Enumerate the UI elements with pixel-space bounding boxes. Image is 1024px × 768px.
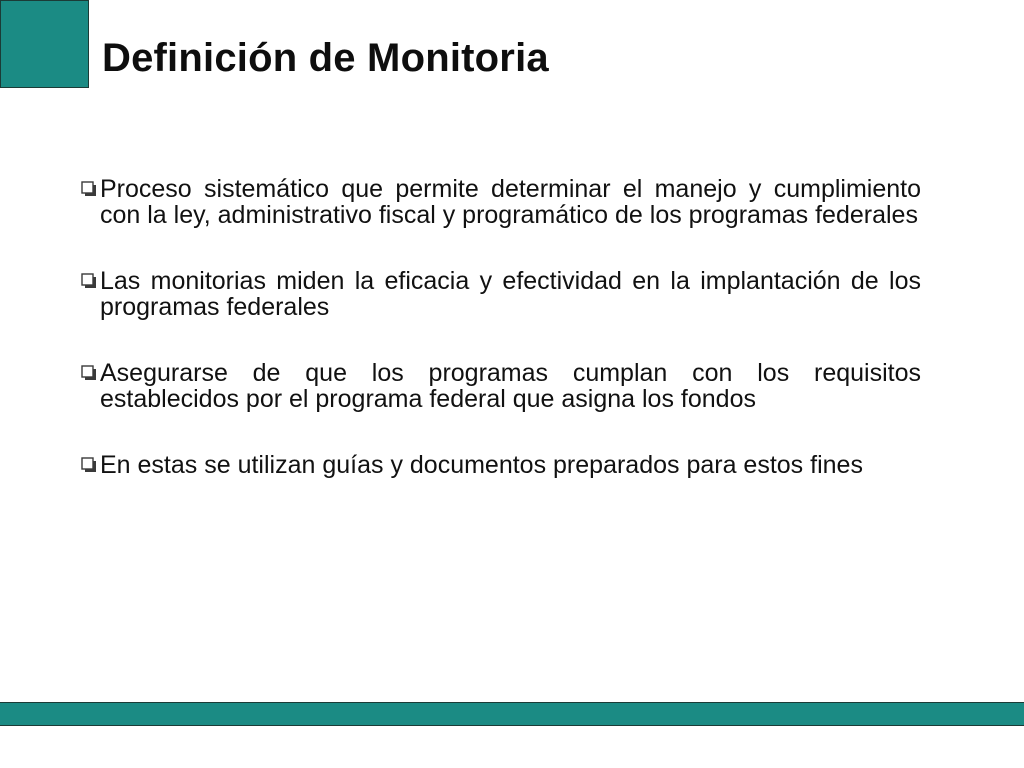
bullet-item (78, 452, 921, 479)
bullet-text: Proceso sistemático que permite determinar el manejo y cumplimiento con la ley, administrativo fiscal y programático de los programas federales (100, 175, 921, 229)
bullet-item (78, 360, 921, 412)
hollow-square-bullet-icon (78, 360, 100, 387)
hollow-square-bullet-icon (78, 452, 100, 479)
slide-title: Definición de Monitoria (102, 36, 549, 80)
bullet-text: Asegurarse de que los programas cumplan con los requisitos establecidos por el programa federal que asigna los fondos (100, 359, 921, 413)
hollow-square-bullet-icon (78, 176, 100, 203)
bullet-text: En estas se utilizan guías y documentos preparados para estos fines (100, 451, 863, 479)
corner-accent-block (0, 0, 89, 88)
hollow-square-bullet-icon (78, 268, 100, 295)
bullet-item (78, 176, 921, 228)
footer-accent-bar (0, 702, 1024, 726)
bullet-item (78, 268, 921, 320)
bullet-text: Las monitorias miden la eficacia y efectividad en la implantación de los programas federales (100, 267, 921, 321)
bullet-list (78, 176, 921, 479)
